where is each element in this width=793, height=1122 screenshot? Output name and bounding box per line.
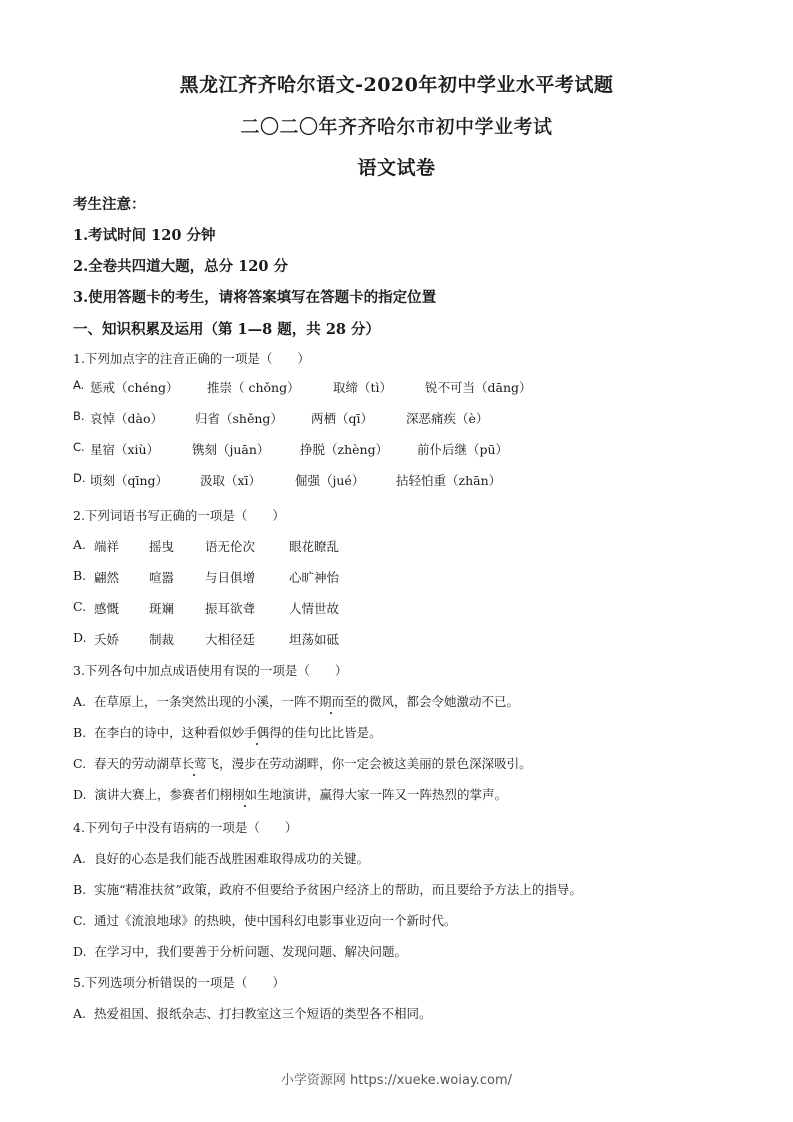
sentence-post: 地演讲，赢得大家一阵又一阵热烈的掌声。 — [269, 787, 508, 802]
option-label: C. — [73, 913, 87, 928]
option-cell: 深恶痛疾（è） — [406, 411, 489, 426]
notice-item: 3.使用答题卡的考生，请将答案填写在答题卡的指定位置 — [73, 289, 437, 306]
option-cell: 归省（shěng） — [195, 411, 283, 426]
option-cell: 与日俱增 — [205, 570, 256, 585]
option-label: A. — [73, 851, 87, 866]
option-cell: 夭娇 — [94, 632, 120, 647]
option-cell: 哀悼（dào） — [90, 411, 163, 426]
option-label: B. — [73, 725, 87, 740]
option-cell: 振耳欲聋 — [205, 601, 256, 616]
dotted-idiom: 不期而至 — [306, 694, 357, 709]
option-text: 通过《流浪地球》的热映，使中国科幻电影事业迈向一个新时代。 — [94, 913, 457, 928]
option-sentence — [73, 1004, 431, 1022]
option-sentence — [73, 785, 507, 803]
dotted-idiom: 妙手偶得 — [231, 725, 282, 740]
option-cell: 斑斓 — [149, 601, 175, 616]
notice-item: 1.考试时间 120 分钟 — [73, 227, 216, 244]
option-sentence — [73, 692, 519, 710]
sentence-pre: 春天的劳动湖 — [94, 756, 170, 771]
document-title: 黑龙江齐齐哈尔语文-2020年初中学业水平考试题 — [179, 74, 614, 96]
option-cell: 翩然 — [94, 570, 120, 585]
option-label: D. — [73, 471, 86, 485]
option-label: D. — [73, 944, 87, 959]
option-cell: 挣脱（zhèng） — [300, 442, 389, 457]
question-stem: 1.下列加点字的注音正确的一项是（ ） — [73, 351, 310, 366]
option-cell: 人情世故 — [289, 601, 340, 616]
question-stem: 4.下列句子中没有语病的一项是（ ） — [73, 820, 298, 835]
question-stem: 2.下列词语书写正确的一项是（ ） — [73, 508, 285, 523]
option-cell: 眼花瞭乱 — [289, 539, 340, 554]
option-label: B. — [73, 409, 85, 423]
dotted-idiom: 草长莺飞 — [169, 756, 220, 771]
sentence-pre: 在草原上，一条突然出现的小溪，一阵 — [93, 694, 307, 709]
sentence-pre: 演讲大赛上，参赛者们 — [94, 787, 220, 802]
paper-title: 语文试卷 — [357, 157, 436, 179]
footer-watermark: 小学资源网 https://xueke.woiay.com/ — [280, 1073, 513, 1088]
option-cell: 取缔（tì） — [333, 380, 393, 395]
option-cell: 镌刻（juān） — [192, 442, 270, 457]
option-label: A. — [73, 378, 85, 392]
option-cell: 感慨 — [94, 601, 120, 616]
option-cell: 端祥 — [94, 539, 120, 554]
option-label: B. — [73, 882, 87, 897]
option-cell: 拈轻怕重（zhān） — [396, 473, 502, 488]
option-label: A. — [73, 694, 87, 709]
option-label: C. — [73, 440, 85, 454]
dotted-idiom: 栩栩如生 — [219, 787, 270, 802]
option-text: 良好的心态是我们能否战胜困难取得成功的关键。 — [93, 851, 369, 866]
option-cell: 语无伦次 — [205, 539, 256, 554]
option-cell: 推崇（ chǒng） — [207, 380, 300, 395]
option-cell: 倔强（jué） — [295, 473, 365, 488]
document-subtitle: 二〇二〇年齐齐哈尔市初中学业考试 — [240, 116, 553, 138]
sentence-pre: 在李白的诗中，这种看似 — [94, 725, 232, 740]
sentence-post: 的佳句比比皆是。 — [281, 725, 382, 740]
option-label: C. — [73, 599, 87, 614]
option-cell: 顷刻（qīng） — [90, 473, 169, 488]
option-sentence — [73, 754, 532, 772]
option-sentence — [73, 723, 382, 741]
notice-heading: 考生注意： — [73, 196, 146, 213]
option-sentence — [73, 911, 457, 929]
option-label: D. — [73, 787, 87, 802]
question-stem: 5.下列选项分析错误的一项是（ ） — [73, 975, 285, 990]
option-cell: 前仆后继（pū） — [417, 442, 509, 457]
sentence-post: 的微风，都会令她激动不已。 — [356, 694, 520, 709]
option-label: A. — [73, 537, 87, 552]
option-sentence — [73, 880, 582, 898]
option-cell: 汲取（xī） — [200, 473, 262, 488]
option-cell: 制裁 — [149, 632, 175, 647]
option-label: D. — [73, 630, 87, 645]
notice-item: 2.全卷共四道大题，总分 120 分 — [73, 258, 288, 275]
sentence-post: ，漫步在劳动湖畔，你一定会被这美丽的景色深深吸引。 — [219, 756, 532, 771]
option-cell: 两栖（qī） — [311, 411, 373, 426]
option-text: 实施“精准扶贫”政策，政府不但要给予贫困户经济上的帮助，而且要给予方法上的指导。 — [94, 882, 582, 897]
question-stem: 3.下列各句中加点成语使用有误的一项是（ ） — [73, 663, 348, 678]
option-text: 热爱祖国、报纸杂志、打扫教室这三个短语的类型各不相同。 — [93, 1006, 432, 1021]
option-label: C. — [73, 756, 87, 771]
option-cell: 坦荡如砥 — [289, 632, 340, 647]
option-cell: 心旷神怡 — [289, 570, 340, 585]
option-sentence — [73, 942, 407, 960]
section-heading: 一、知识积累及运用（第 1—8 题，共 28 分） — [73, 321, 381, 338]
option-label: A. — [73, 1006, 87, 1021]
option-cell: 惩戒（chéng） — [90, 380, 179, 395]
option-cell: 锐不可当（dāng） — [425, 380, 532, 395]
option-cell: 喧嚣 — [149, 570, 175, 585]
option-cell: 大相径廷 — [205, 632, 256, 647]
option-label: B. — [73, 568, 87, 583]
option-sentence — [73, 849, 369, 867]
option-text: 在学习中，我们要善于分析问题、发现问题、解决问题。 — [94, 944, 408, 959]
option-cell: 星宿（xiù） — [90, 442, 160, 457]
option-cell: 摇曳 — [149, 539, 175, 554]
